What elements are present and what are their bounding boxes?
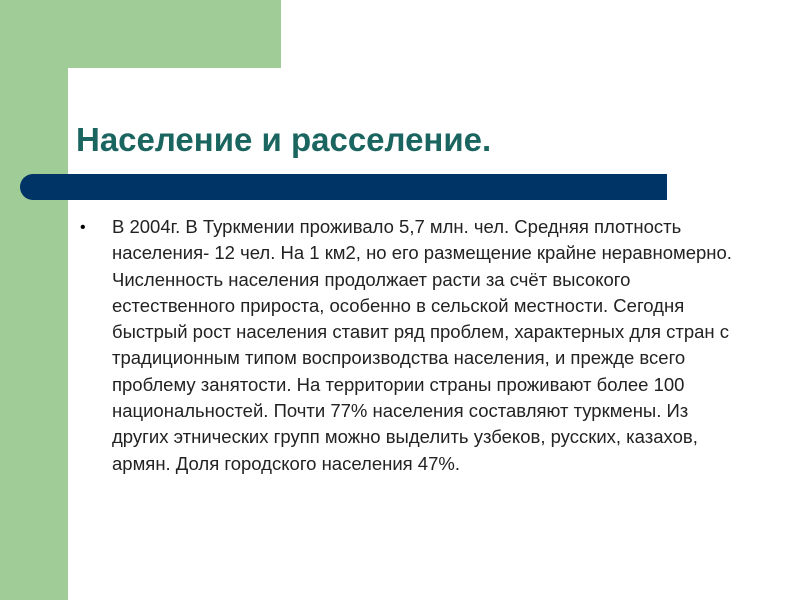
title-underline-bar [20,174,667,200]
decorative-green-sidebar [0,0,68,600]
bullet-icon: • [80,219,86,236]
decorative-green-top-band [0,0,281,68]
body-paragraph: В 2004г. В Туркмении проживало 5,7 млн. чел. Средняя плотность населения- 12 чел. На 1 км2, но его размещение крайне неравномерно. Численность населения продолжает расти за счёт высокого естественного прироста, особенно в сельской местности. Сегодня быстрый рост населения ставит ряд проблем, характерных для стран с традиционным типом воспроизводства населения, и прежде всего проблему занятости. На территории страны проживают более 100 национальностей. Почти 77% населения составляют туркмены. Из других этнических групп можно выделить узбеков, русских, казахов, армян. Доля городского населения 47%. [112,216,732,474]
slide-title: Население и расселение. [76,121,492,158]
